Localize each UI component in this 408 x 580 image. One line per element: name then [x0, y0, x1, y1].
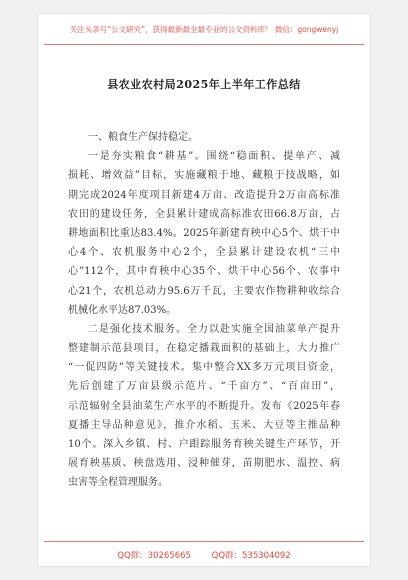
document-page: [38, 14, 370, 566]
paragraph-line: 展育秧基质、秧盘选用、浸种催芽，苗期肥水、温控、病: [68, 458, 340, 470]
footer: [38, 549, 370, 561]
paragraph-line: 损耗、增效益”目标，实施藏粮于地、藏粮于技战略，如: [68, 170, 340, 182]
paragraph-line: 二是强化技术服务。全力以赴实施全国油菜单产提升: [88, 323, 340, 335]
paragraph-line: 期完成2024年度项目新建4万亩、改造提升2万亩高标准: [68, 189, 340, 201]
qq-group-2: QQ群：535304092: [211, 551, 291, 561]
header-divider: [44, 44, 364, 45]
paragraph-line: 先后创建了万亩县级示范片、“千亩方”、“百亩田”，: [68, 381, 340, 393]
paragraph-line: 夏播主导品种意见》，推介水稻、玉米、大豆等主推品种: [68, 419, 340, 431]
paragraph-line: 耕地面积比重达83.4%。2025年新建育秧中心5个、烘干中: [68, 227, 340, 239]
paragraph-line: 示范辐射全县油菜生产水平的不断提升。发布《2025年春: [68, 400, 340, 412]
section-heading: 一、粮食生产保持稳定。: [88, 132, 198, 143]
footer-divider: [44, 541, 364, 542]
document-body: [68, 128, 340, 493]
qq-group-1: QQ群：30265665: [117, 551, 191, 561]
paragraph-line: 农田的建设任务，全县累计建成高标准农田66.8万亩，占: [68, 208, 340, 220]
paragraph-line: 10个。深入乡镇、村、户跟踪服务育秧关键生产环节，开: [68, 439, 340, 450]
paragraph-line: 机械化水平达87.03%。: [68, 304, 177, 316]
paragraph-line: “一促四防”等关键技术。集中整合XX多万元项目资金，: [68, 362, 340, 374]
paragraph-line: 心21个，农机总动力95.6万千瓦，主要农作物耕种收综合: [68, 285, 340, 297]
paragraph-line: 心4个、农机服务中心2个，全县累计建设农机“三中: [68, 247, 340, 259]
paragraph-line: 虫害等全程管理服务。: [68, 477, 168, 489]
header-banner: 关注头条号“公文研究”，获得最新最全最专业的公文资料库！ 微信：gongwenyj: [69, 25, 339, 34]
paragraph-line: 一是夯实粮食“耕基”。围绕“稳面积、提单产、减: [88, 151, 340, 163]
document-title: 县农业农村局2025年上半年工作总结: [107, 78, 301, 91]
paragraph-line: 整建制示范县项目，在稳定播栽面积的基础上，大力推广: [68, 343, 340, 355]
paragraph-line: 心”112个，其中育秧中心35个、烘干中心56个、农事中: [68, 266, 340, 278]
